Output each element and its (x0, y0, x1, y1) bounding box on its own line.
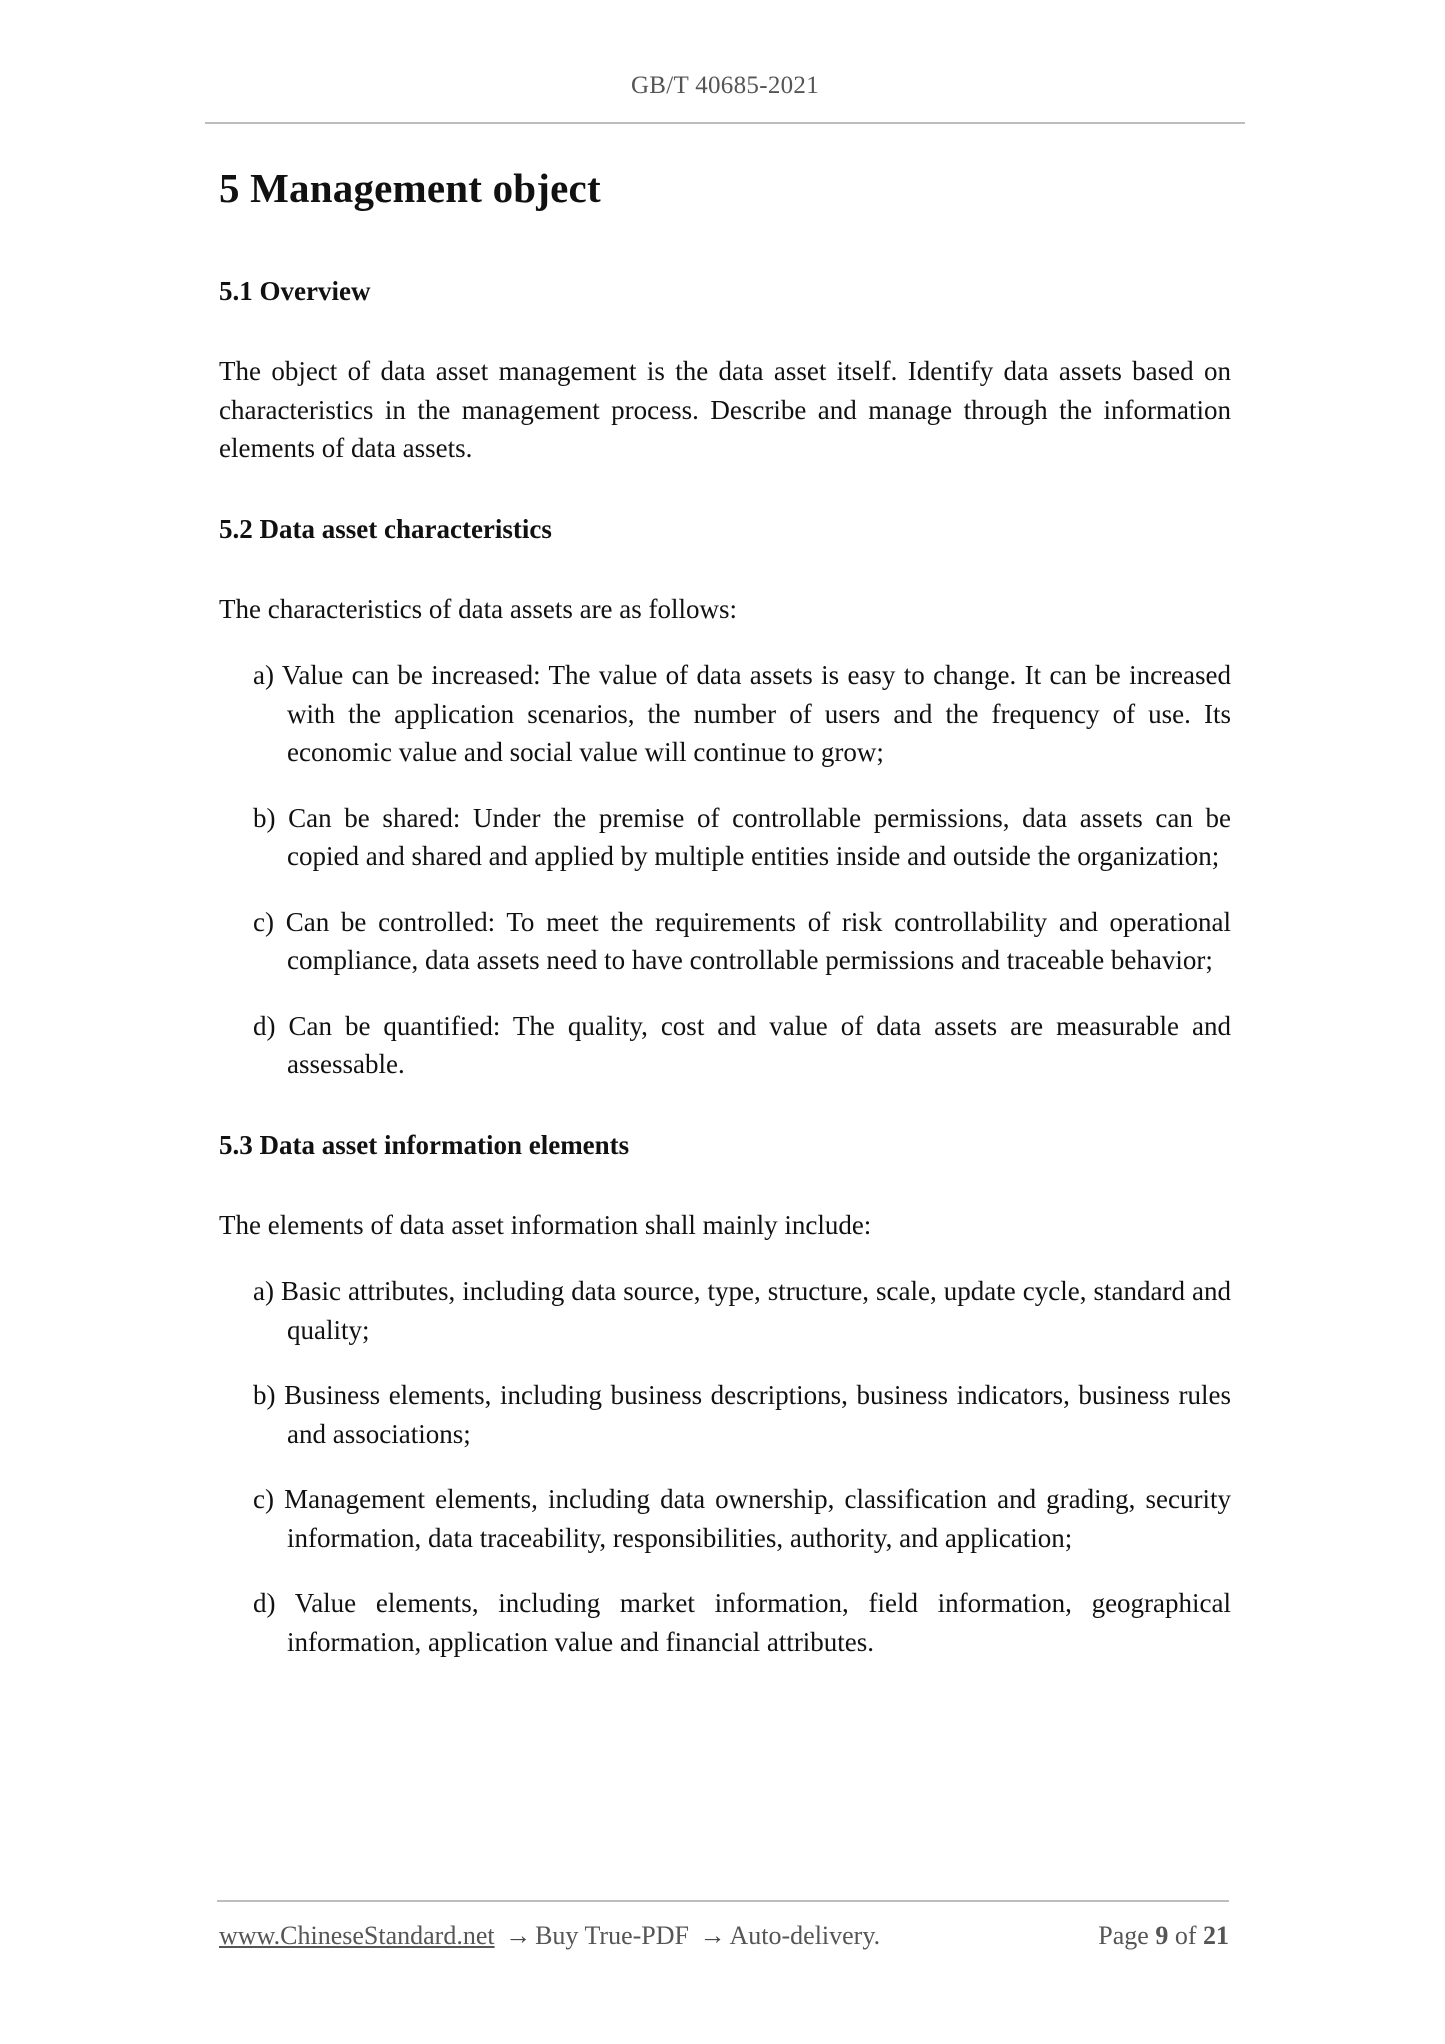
page-content (219, 164, 1231, 1661)
list-item: a) Basic attributes, including data source, type, structure, scale, update cycle, standard and quality; (253, 1276, 1231, 1345)
footer-divider (217, 1900, 1229, 1902)
auto-delivery-text: Auto-delivery. (729, 1921, 881, 1950)
page-counter (1098, 1921, 1229, 1951)
overview-paragraph: The object of data asset management is the data asset itself. Identify data assets based on characteristics in the management process. Describe and manage through the information elements of data assets. (219, 356, 1231, 464)
page-label: Page (1098, 1921, 1149, 1950)
subsection-heading-characteristics: 5.2 Data asset characteristics (219, 513, 552, 544)
site-link[interactable]: www.ChineseStandard.net (219, 1921, 495, 1950)
arrow-right-icon: → (699, 1921, 726, 1950)
characteristics-intro: The characteristics of data assets are as follows: (219, 593, 738, 624)
buy-true-pdf-text: Buy True-PDF (535, 1921, 689, 1950)
page-total: 21 (1203, 1921, 1229, 1950)
page-footer (219, 1921, 1229, 1951)
information-elements-list (219, 1272, 1231, 1661)
list-item: b) Can be shared: Under the premise of controllable permissions, data assets can be copied and shared and applied by multiple entities inside and outside the organization; (253, 802, 1231, 872)
arrow-right-icon: → (505, 1921, 532, 1950)
list-item: b) Business elements, including business descriptions, business indicators, business rules and associations; (253, 1380, 1231, 1449)
footer-promo (219, 1921, 880, 1951)
page-current: 9 (1155, 1921, 1169, 1950)
header-divider (205, 122, 1245, 124)
subsection-heading-information-elements: 5.3 Data asset information elements (219, 1129, 630, 1160)
characteristics-list (219, 656, 1231, 1084)
list-item: c) Management elements, including data ownership, classification and grading, security information, data traceability, responsibilities, authority, and application; (253, 1484, 1231, 1553)
information-elements-intro: The elements of data asset information shall mainly include: (219, 1209, 872, 1240)
list-item: a) Value can be increased: The value of data assets is easy to change. It can be increased with the application scenarios, the number of users and the frequency of use. Its economic value and social value will continue to grow; (253, 660, 1231, 768)
list-item: d) Value elements, including market information, field information, geographical information, application value and financial attributes. (253, 1588, 1231, 1657)
subsection-heading-overview: 5.1 Overview (219, 276, 371, 306)
list-item: d) Can be quantified: The quality, cost and value of data assets are measurable and assessable. (253, 1010, 1231, 1080)
page-of-label: of (1174, 1921, 1197, 1950)
running-header: GB/T 40685-2021 (630, 72, 820, 99)
section-title: 5 Management object (219, 165, 601, 211)
list-item: c) Can be controlled: To meet the requirements of risk controllability and operational compliance, data assets need to have controllable permissions and traceable behavior; (253, 906, 1231, 976)
